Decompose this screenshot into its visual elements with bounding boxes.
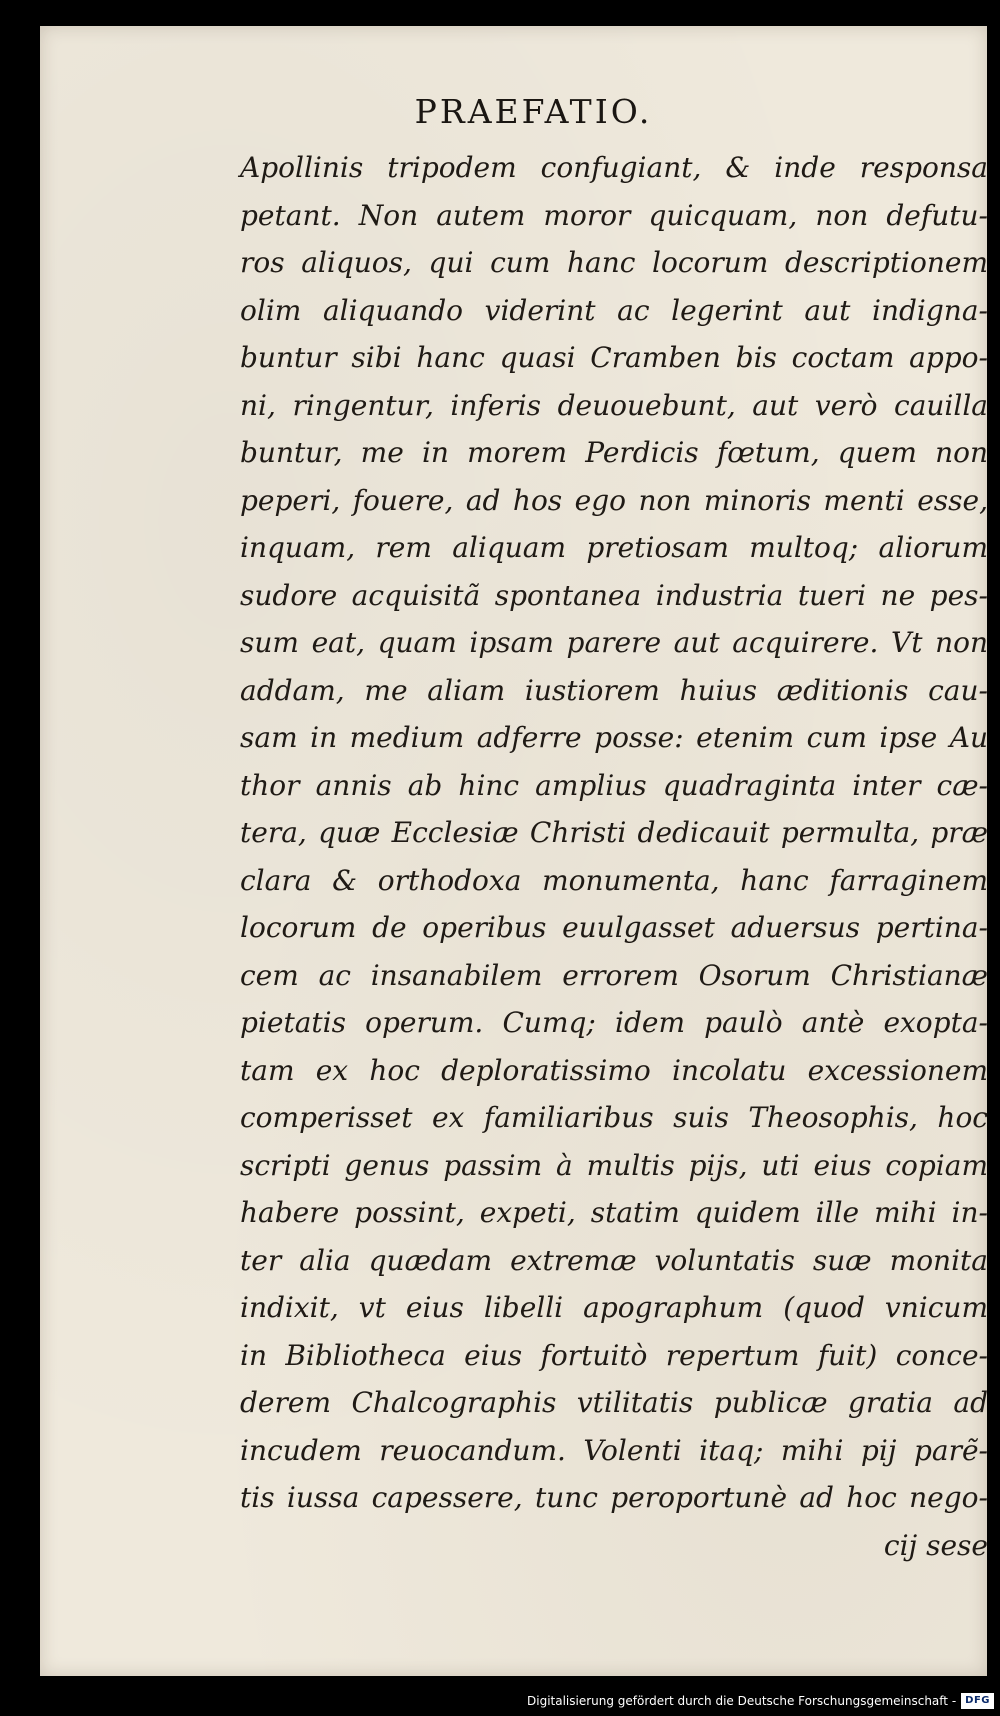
text-line: scripti genus passim à multis pijs, uti eius copiam [240, 1148, 988, 1182]
text-line: Apollinis tripodem confugiant, & inde responsa [240, 151, 988, 184]
text-line: petant. Non autem moror quicquam, non defutu- [240, 198, 988, 232]
page-title: PRAEFATIO. [414, 92, 653, 131]
text-line: clara & orthodoxa monumenta, hanc farraginem [240, 863, 988, 897]
dfg-logo: DFG [961, 1693, 994, 1709]
text-line: ni, ringentur, inferis deuouebunt, aut verò cauilla [240, 388, 988, 422]
text-line: indixit, vt eius libelli apographum (quod vnicum [240, 1291, 988, 1324]
text-line: sudore acquisitã spontanea industria tueri ne pes- [240, 578, 988, 612]
text-line: derem Chalcographis vtilitatis publicæ gratia ad [240, 1386, 988, 1419]
catchword: cij sese [883, 1528, 988, 1562]
body-text [240, 144, 988, 1569]
text-line: pietatis operum. Cumq; idem paulò antè exopta- [240, 1006, 988, 1039]
text-line: ter alia quædam extremæ voluntatis suæ monita [240, 1243, 988, 1277]
text-line: tam ex hoc deploratissimo incolatu excessionem [240, 1053, 988, 1087]
text-line: thor annis ab hinc amplius quadraginta inter cæ- [240, 768, 988, 802]
text-line: sum eat, quam ipsam parere aut acquirere. Vt non [240, 626, 988, 659]
text-line: incudem reuocandum. Volenti itaq; mihi pij parẽ- [240, 1433, 988, 1467]
text-line: olim aliquando viderint ac legerint aut indigna- [240, 293, 988, 327]
book-page [40, 26, 987, 1676]
text-line: cem ac insanabilem errorem Osorum Christianæ [240, 958, 988, 992]
text-line: inquam, rem aliquam pretiosam multoq; aliorum [240, 531, 988, 564]
text-line: ros aliquos, qui cum hanc locorum descriptionem [240, 246, 988, 279]
text-line: locorum de operibus euulgasset aduersus pertina- [240, 911, 988, 944]
text-line: comperisset ex familiaribus suis Theosophis, hoc [240, 1101, 988, 1134]
credit-text: Digitalisierung gefördert durch die Deutsche Forschungsgemeinschaft - [527, 1694, 957, 1708]
text-line: peperi, fouere, ad hos ego non minoris menti esse, [240, 483, 988, 517]
text-line: in Bibliotheca eius fortuitò repertum fuit) conce- [240, 1338, 988, 1372]
text-line: tis iussa capessere, tunc peroportunè ad hoc nego- [240, 1481, 988, 1514]
text-line: sam in medium adferre posse: etenim cum ipse Au [240, 721, 988, 754]
text-line: buntur sibi hanc quasi Cramben bis coctam appo- [240, 341, 988, 374]
text-line: tera, quæ Ecclesiæ Christi dedicauit permulta, præ [240, 816, 988, 849]
text-line: habere possint, expeti, statim quidem ille mihi in- [240, 1196, 988, 1229]
text-line: addam, me aliam iustiorem huius æditionis cau- [240, 673, 988, 707]
digitization-credit [527, 1690, 994, 1712]
text-line: buntur, me in morem Perdicis fœtum, quem non [240, 436, 988, 469]
